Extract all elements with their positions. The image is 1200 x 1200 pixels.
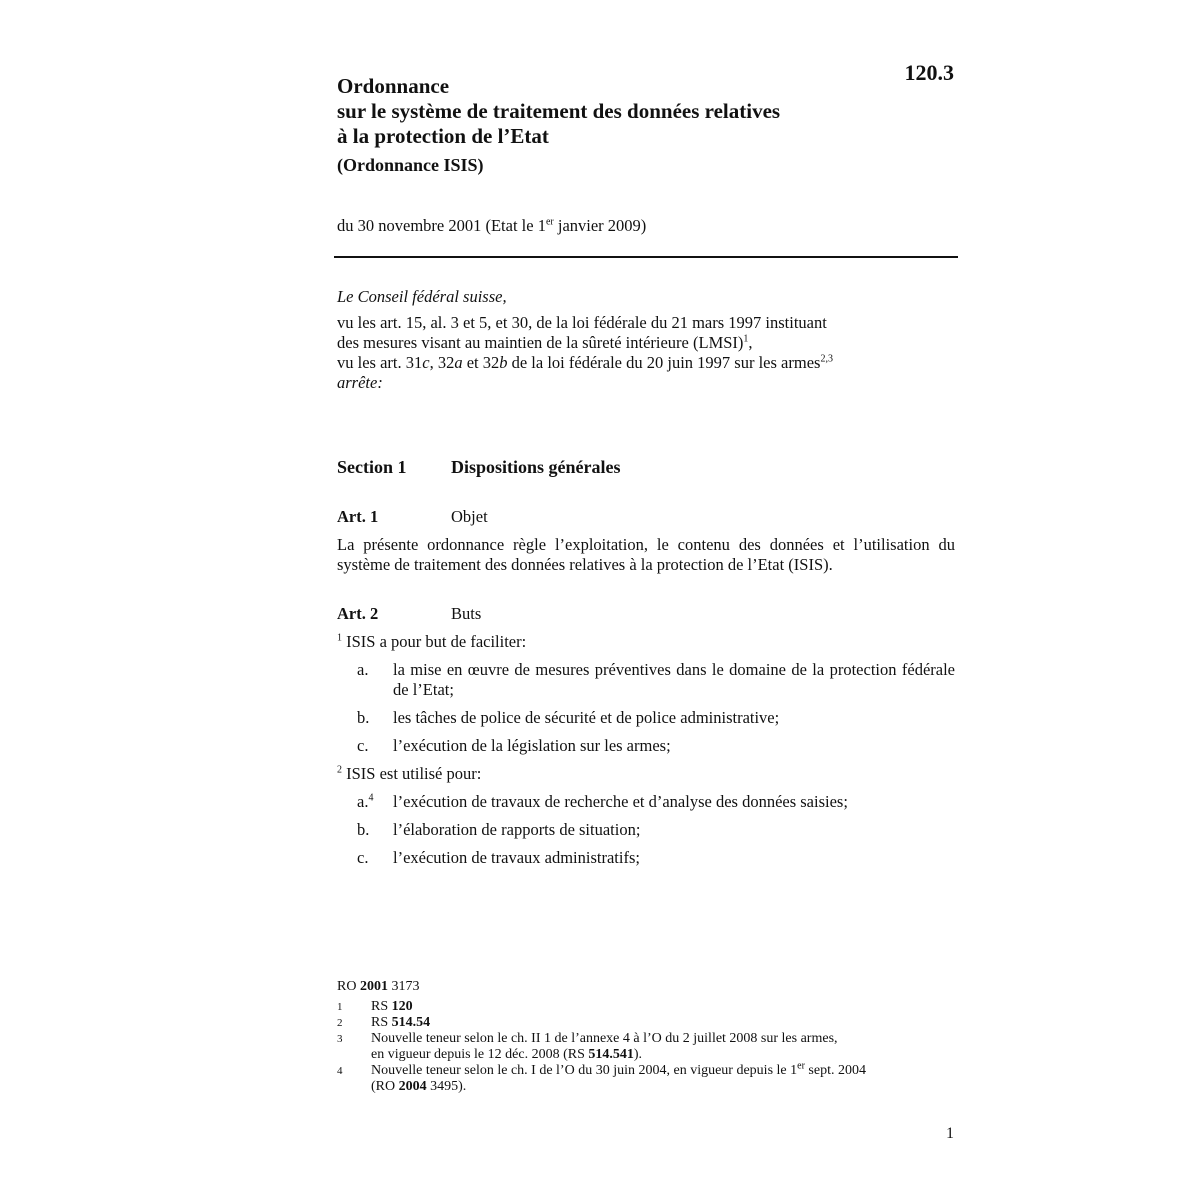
article-2-paragraph-1 bbox=[337, 632, 955, 652]
footnote-text bbox=[371, 1031, 957, 1063]
paragraph-1-number: 1 bbox=[337, 632, 342, 644]
fn4-end: 3495). bbox=[426, 1079, 467, 1094]
date-suffix: janvier 2009) bbox=[553, 216, 647, 235]
list-item bbox=[337, 736, 955, 756]
list-item-text: l’exécution de la législation sur les armes; bbox=[393, 736, 671, 755]
list-item-label bbox=[337, 792, 393, 812]
page-number: 1 bbox=[946, 1125, 954, 1142]
preamble-line-1: vu les art. 15, al. 3 et 5, et 30, de la loi fédérale du 21 mars 1997 instituant bbox=[337, 313, 827, 332]
footnote-text bbox=[371, 1060, 957, 1095]
article-2-title: Buts bbox=[451, 604, 482, 623]
footnote-ref-2-3: 2,3 bbox=[820, 353, 833, 365]
ro-page: 3173 bbox=[387, 979, 420, 994]
footnote-number: 1 bbox=[337, 1001, 343, 1013]
footnote-ref-1: 1 bbox=[743, 333, 749, 345]
preamble-line-3-c: c bbox=[422, 353, 430, 372]
fn2-prefix: RS bbox=[371, 1015, 392, 1030]
article-1-heading bbox=[337, 507, 955, 527]
list-item bbox=[337, 660, 955, 700]
footnote-4 bbox=[337, 1060, 957, 1095]
article-2-paragraph-2 bbox=[337, 764, 955, 784]
list-item-label: a. bbox=[357, 660, 369, 679]
preamble-line-3 bbox=[337, 353, 957, 373]
article-2 bbox=[337, 604, 955, 876]
paragraph-2-text: ISIS est utilisé pour: bbox=[342, 764, 482, 783]
title-line-3: à la protection de l’Etat bbox=[337, 124, 549, 148]
footnote-text bbox=[371, 999, 957, 1015]
preamble-line-3-e: de la loi fédérale du 20 juin 1997 sur les armes bbox=[507, 353, 821, 372]
footnote-number: 2 bbox=[337, 1017, 343, 1029]
footnotes bbox=[337, 979, 957, 1095]
list-item bbox=[337, 820, 955, 840]
date-prefix: du 30 novembre 2001 (Etat le 1 bbox=[337, 216, 546, 235]
list-item bbox=[337, 708, 955, 728]
title-line-1: Ordonnance bbox=[337, 74, 450, 98]
fn3-line-1: Nouvelle teneur selon le ch. II 1 de l’annexe 4 à l’O du 2 juillet 2008 sur les armes, bbox=[371, 1031, 838, 1046]
list-item-label: b. bbox=[357, 820, 370, 839]
fn2-ref: 514.54 bbox=[391, 1015, 431, 1030]
list-item-label: c. bbox=[357, 736, 369, 755]
list-item bbox=[337, 792, 955, 812]
list-item bbox=[337, 848, 955, 868]
section-title: Dispositions générales bbox=[451, 457, 621, 477]
rs-number: 120.3 bbox=[904, 60, 954, 85]
fn4-sup: er bbox=[797, 1060, 805, 1072]
preamble bbox=[337, 287, 957, 393]
footnote-ref-4: 4 bbox=[368, 792, 374, 804]
article-1-text: La présente ordonnance règle l’exploitation, le contenu des données et l’utilisation du système de traitement des données relatives à la protection de l’Etat (ISIS). bbox=[337, 535, 955, 574]
footnote-2 bbox=[337, 1015, 957, 1031]
title-block bbox=[337, 74, 897, 176]
footnote-text bbox=[371, 1015, 957, 1031]
subtitle: (Ordonnance ISIS) bbox=[337, 155, 484, 175]
title-line-2: sur le système de traitement des données relatives bbox=[337, 99, 781, 123]
section-number: Section 1 bbox=[337, 457, 407, 477]
date-line bbox=[337, 216, 646, 236]
preamble-line-2-end: , bbox=[748, 333, 753, 352]
preamble-line-2 bbox=[337, 333, 957, 353]
list-item-text: la mise en œuvre de mesures préventives dans le domaine de la protection fédérale de l’Etat; bbox=[393, 660, 955, 699]
preamble-line-3-d: et 32 bbox=[462, 353, 500, 372]
list-item-text: l’exécution de travaux administratifs; bbox=[393, 848, 640, 867]
fn4-line-1-end: sept. 2004 bbox=[804, 1063, 866, 1078]
article-1-title: Objet bbox=[451, 507, 488, 526]
ro-prefix: RO bbox=[337, 979, 360, 994]
ro-year: 2001 bbox=[359, 979, 388, 994]
fn1-ref: 120 bbox=[391, 999, 413, 1014]
fn4-line-1: Nouvelle teneur selon le ch. I de l’O du 30 juin 2004, en vigueur depuis le 1 bbox=[371, 1063, 798, 1078]
preamble-line-2-text: des mesures visant au maintien de la sûreté intérieure (LMSI) bbox=[337, 333, 744, 352]
section-heading bbox=[337, 457, 621, 478]
list-item-label: c. bbox=[357, 848, 369, 867]
list-item-text: l’élaboration de rapports de situation; bbox=[393, 820, 641, 839]
header-divider bbox=[334, 256, 958, 258]
preamble-authority: Le Conseil fédéral suisse, bbox=[337, 287, 507, 306]
article-2-heading bbox=[337, 604, 955, 624]
fn4-ref: 2004 bbox=[398, 1079, 427, 1094]
preamble-line-3-b: , 32 bbox=[429, 353, 455, 372]
fn1-prefix: RS bbox=[371, 999, 392, 1014]
date-sup: er bbox=[545, 216, 554, 228]
fn3-line-2: en vigueur depuis le 12 déc. 2008 (RS bbox=[371, 1047, 589, 1062]
fn3-ref: 514.541 bbox=[588, 1047, 634, 1062]
preamble-line-3-b2: b bbox=[499, 353, 508, 372]
footnote-3 bbox=[337, 1031, 957, 1063]
list-item-text: les tâches de police de sécurité et de police administrative; bbox=[393, 708, 780, 727]
list-item-text: l’exécution de travaux de recherche et d’analyse des données saisies; bbox=[393, 792, 848, 811]
preamble-line-3-a: vu les art. 31 bbox=[337, 353, 423, 372]
preamble-decree: arrête: bbox=[337, 373, 383, 392]
preamble-line-3-a2: a bbox=[454, 353, 463, 372]
article-1 bbox=[337, 507, 955, 575]
article-2-number: Art. 2 bbox=[337, 604, 379, 623]
fn4-line-2: (RO bbox=[371, 1079, 399, 1094]
list-item-letter: a. bbox=[357, 792, 369, 811]
footnote-number: 3 bbox=[337, 1033, 343, 1045]
fn3-end: ). bbox=[633, 1047, 643, 1062]
footnote-number: 4 bbox=[337, 1065, 343, 1077]
paragraph-2-number: 2 bbox=[337, 764, 342, 776]
list-item-label: b. bbox=[357, 708, 370, 727]
paragraph-1-text: ISIS a pour but de faciliter: bbox=[342, 632, 527, 651]
footnote-1 bbox=[337, 999, 957, 1015]
article-1-number: Art. 1 bbox=[337, 507, 379, 526]
ro-reference bbox=[337, 979, 957, 995]
